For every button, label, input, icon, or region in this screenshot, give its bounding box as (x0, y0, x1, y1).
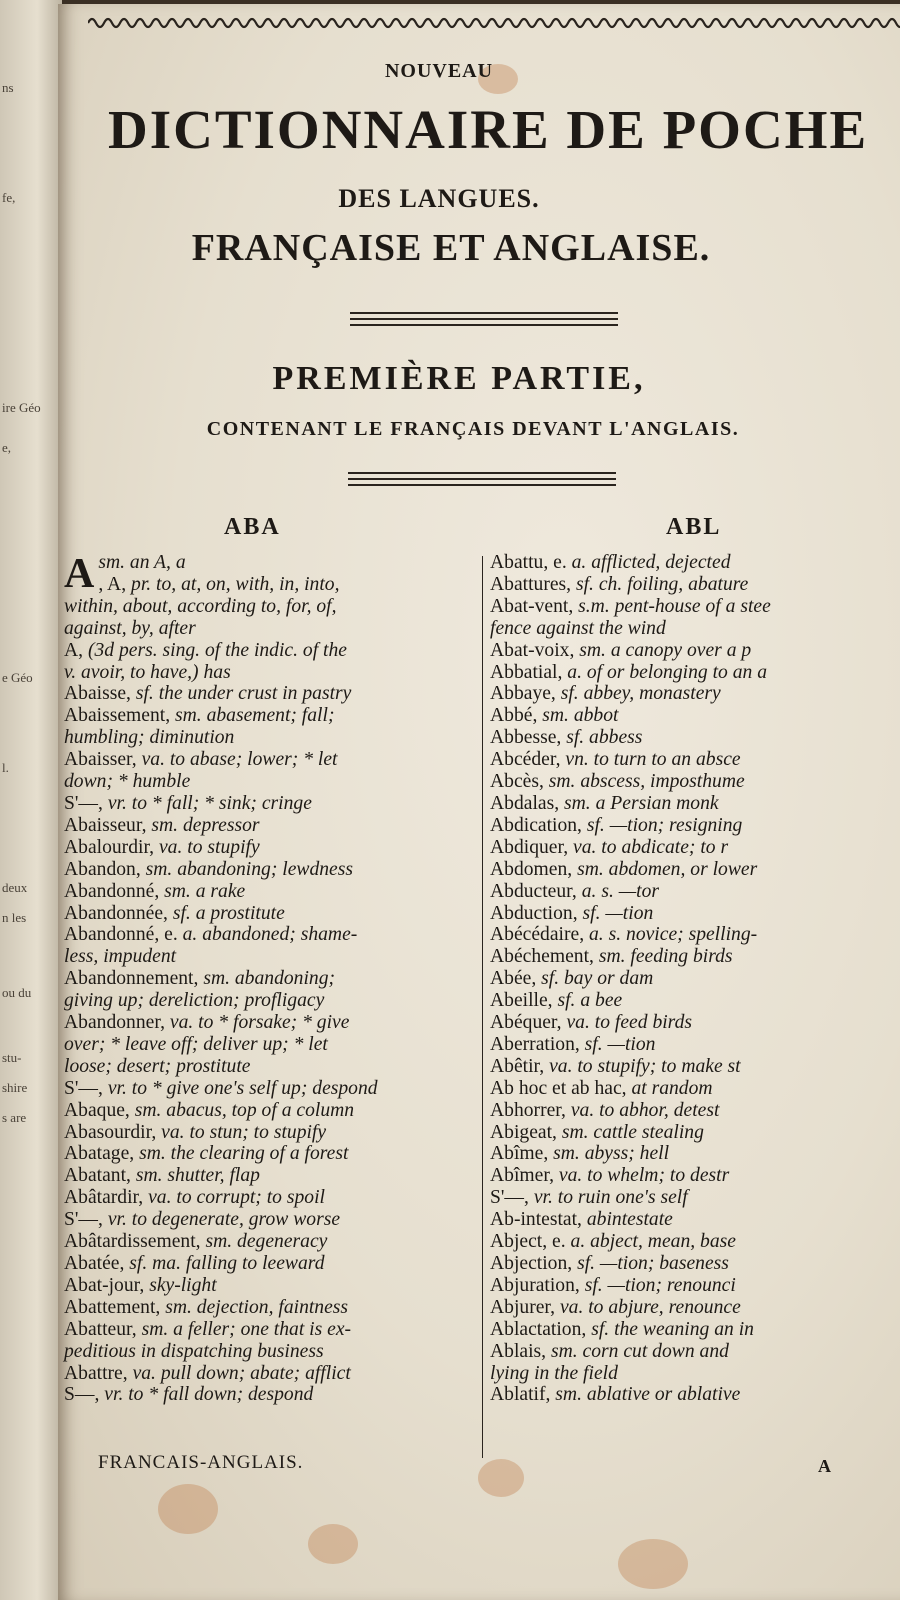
entry-headword: Abâtardissement, (64, 1231, 206, 1253)
entry-definition: sm. dejection, faintness (165, 1296, 349, 1318)
signature-letter: A (818, 1456, 831, 1476)
dictionary-entry (490, 1100, 900, 1122)
dictionary-entry (490, 1012, 900, 1034)
entry-definition: sm. the clearing of a forest (139, 1143, 349, 1165)
entry-definition: peditious in dispatching business (64, 1340, 324, 1362)
entry-definition: sf. —tion; baseness (577, 1253, 729, 1274)
entry-headword: Abéchement, (490, 946, 599, 968)
dictionary-entry (64, 968, 476, 990)
left-page-fragment: fe, (2, 190, 16, 205)
dictionary-entry (490, 596, 900, 618)
dictionary-entry (64, 618, 476, 640)
entry-definition: humbling; diminution (64, 727, 235, 749)
entry-headword: Abandonné, e. (64, 924, 183, 946)
dictionary-entry (64, 859, 476, 881)
part-subtitle: CONTENANT LE FRANÇAIS DEVANT L'ANGLAIS. (206, 418, 740, 440)
entry-definition: sf. —tion; renounci (584, 1274, 736, 1296)
dictionary-entry (64, 749, 476, 771)
entry-headword: Abhorrer, (490, 1099, 571, 1121)
entry-headword: S'—, (64, 1077, 108, 1099)
entry-definition: fence against the wind (490, 617, 666, 639)
entry-headword: A, (64, 639, 88, 661)
entry-definition: sm. abasement; fall; (175, 705, 335, 727)
dictionary-entry (490, 1341, 900, 1363)
left-column-entries (64, 552, 476, 1406)
dictionary-entry (490, 1165, 900, 1187)
entry-headword: Abatée, (64, 1253, 130, 1274)
entry-definition: sf. a prostitute (172, 902, 285, 924)
dictionary-entry (490, 946, 900, 968)
entry-headword: Abattre, (64, 1362, 133, 1384)
dictionary-entry (64, 1319, 476, 1341)
entry-headword: Abigeat, (490, 1121, 562, 1143)
dictionary-entry (490, 815, 900, 837)
entry-headword: Abjurer, (490, 1296, 560, 1318)
left-page-edge (0, 0, 62, 1600)
entry-definition: a. abject, mean, base (570, 1231, 736, 1253)
dictionary-entry (490, 618, 900, 640)
entry-headword: Abâtardir, (64, 1187, 149, 1209)
dictionary-entry (490, 1078, 900, 1100)
entry-definition: a. s. —tor (581, 880, 660, 902)
signature-mark: FRANCAIS-ANGLAIS. (98, 1452, 304, 1473)
dictionary-entry (64, 881, 476, 903)
left-page-fragment: s are (2, 1110, 27, 1125)
dictionary-entry (64, 1253, 476, 1275)
dictionary-entry (490, 903, 900, 925)
entry-definition: over; * leave off; deliver up; * let (64, 1033, 328, 1055)
entry-definition: va. to abhor, detest (570, 1099, 720, 1121)
dictionary-entry (490, 990, 900, 1012)
entry-headword: Abaisse, (64, 683, 136, 705)
entry-headword: Abîmer, (490, 1165, 559, 1187)
entry-definition: sm. abyss; hell (553, 1143, 670, 1165)
left-page-fragment: stu- (2, 1050, 22, 1065)
divider-rule (350, 324, 618, 326)
dictionary-entry (64, 837, 476, 859)
entry-definition: sm. a feller; one that is ex- (141, 1318, 352, 1340)
dictionary-entry (64, 1275, 476, 1297)
dictionary-entry (64, 1100, 476, 1122)
dictionary-entry (490, 793, 900, 815)
entry-headword: Abaissement, (64, 705, 176, 727)
entry-definition: s.m. pent-house of a stee (578, 595, 771, 617)
entry-headword: Abaisser, (64, 749, 142, 771)
dictionary-entry (64, 683, 476, 705)
left-page-fragment: e, (2, 440, 12, 455)
entry-headword: S'—, (490, 1187, 534, 1209)
divider-rule (350, 312, 618, 314)
dictionary-entry (64, 574, 476, 596)
dictionary-entry (64, 1122, 476, 1144)
entry-definition: sf. ch. foiling, abature (575, 573, 749, 595)
column-divider (482, 556, 483, 1458)
entry-definition: sf. abbess (566, 727, 643, 749)
entry-headword: Abaisseur, (64, 814, 152, 836)
dictionary-entry (490, 924, 900, 946)
dictionary-entry (490, 727, 900, 749)
dictionary-entry (64, 705, 476, 727)
entry-headword: Abandonner, (64, 1012, 170, 1034)
dictionary-entry (490, 640, 900, 662)
entry-definition: sf. bay or dam (541, 968, 654, 990)
entry-headword: Abdomen, (490, 858, 578, 880)
divider-rule (348, 484, 616, 486)
dictionary-entry (64, 793, 476, 815)
entry-headword: Abject, e. (490, 1231, 571, 1253)
dictionary-entry (490, 1297, 900, 1319)
entry-definition: va. to corrupt; to spoil (148, 1187, 325, 1209)
left-page-fragment: deux (2, 880, 28, 895)
dictionary-page (58, 4, 900, 1600)
entry-headword: Abée, (490, 968, 542, 990)
dictionary-entry (64, 1056, 476, 1078)
entry-definition: sf. —tion (582, 902, 654, 924)
left-page-fragment: ns (2, 80, 14, 95)
entry-headword: Abbaye, (490, 683, 561, 705)
dictionary-entry (490, 771, 900, 793)
entry-definition: va. to abjure, renounce (559, 1296, 741, 1318)
dictionary-entry (64, 1143, 476, 1165)
page-title: DICTIONNAIRE DE POCHE (108, 99, 869, 160)
left-page-fragment: ou du (2, 985, 32, 1000)
entry-headword: Abîme, (490, 1143, 554, 1165)
divider-rule (348, 472, 616, 474)
entry-definition: a. s. novice; spelling- (589, 924, 758, 946)
dictionary-entry (64, 1034, 476, 1056)
entry-definition: sf. —tion (584, 1033, 656, 1055)
entry-headword: Abandonné, (64, 880, 165, 902)
entry-definition: va. to stun; to stupify (161, 1121, 327, 1143)
entry-definition: va. to feed birds (566, 1012, 693, 1034)
entry-headword: Aberration, (490, 1033, 585, 1055)
entry-headword: Abat-vent, (490, 595, 579, 617)
entry-definition: va. to * forsake; * give (169, 1012, 350, 1034)
dictionary-entry (490, 1253, 900, 1275)
entry-definition: sm. depressor (151, 814, 260, 836)
dictionary-entry (490, 662, 900, 684)
entry-headword: Abêtir, (490, 1055, 550, 1077)
entry-headword: Abducteur, (490, 880, 582, 902)
entry-definition: va. to abdicate; to r (573, 836, 729, 858)
dictionary-entry (64, 1363, 476, 1385)
entry-headword: Abat-jour, (64, 1274, 150, 1296)
entry-definition: against, by, after (64, 617, 196, 639)
entry-headword: Abécédaire, (490, 924, 589, 946)
entry-definition: vr. to * fall; * sink; cringe (107, 792, 312, 814)
entry-headword: , A, (98, 573, 132, 595)
entry-definition: sm. a Persian monk (564, 792, 719, 814)
entry-headword: Ab-intestat, (490, 1209, 587, 1231)
dictionary-entry (64, 946, 476, 968)
dictionary-entry (490, 1275, 900, 1297)
entry-definition: sf. ma. falling to leeward (129, 1253, 325, 1274)
entry-definition: vn. to turn to an absce (565, 749, 741, 771)
entry-definition: sf. —tion; resigning (586, 814, 743, 836)
entry-headword: Abjection, (490, 1253, 578, 1274)
divider-rule (348, 478, 616, 480)
entry-definition: sm. abacus, top of a column (134, 1099, 355, 1121)
entry-headword: Abattu, e. (490, 552, 572, 573)
dictionary-entry (490, 1187, 900, 1209)
dictionary-entry (64, 1209, 476, 1231)
entry-definition: sm. a rake (164, 880, 246, 902)
entry-headword: Abandonnement, (64, 968, 204, 990)
dictionary-entry (490, 837, 900, 859)
dictionary-entry (64, 1341, 476, 1363)
dictionary-entry (64, 815, 476, 837)
dictionary-entry (64, 727, 476, 749)
entry-headword: Ab hoc et ab hac, (490, 1077, 632, 1099)
entry-headword: Abbatial, (490, 661, 568, 683)
dictionary-entry (490, 1209, 900, 1231)
dictionary-entry (490, 749, 900, 771)
entry-definition: less, impudent (64, 946, 177, 968)
divider-rule (350, 318, 618, 320)
dictionary-entry (490, 1034, 900, 1056)
entry-headword: Abatage, (64, 1143, 140, 1165)
entry-definition: down; * humble (64, 771, 191, 793)
entry-definition: sf. the under crust in pastry (135, 683, 352, 705)
entry-definition: sm. corn cut down and (550, 1340, 729, 1362)
column-heading-right: ABL (666, 514, 722, 540)
entry-definition: sm. feeding birds (598, 946, 733, 968)
entry-definition: sm. abandoning; lewdness (145, 858, 354, 880)
entry-definition: sf. abbey, monastery (560, 683, 721, 705)
entry-headword: Abalourdir, (64, 836, 159, 858)
entry-headword: Abandon, (64, 858, 146, 880)
entry-definition: a. afflicted, dejected (571, 552, 731, 573)
entry-headword: Abattures, (490, 573, 576, 595)
dictionary-entry (490, 1231, 900, 1253)
entry-definition: sm. a canopy over a p (579, 639, 752, 661)
entry-definition: vr. to degenerate, grow worse (107, 1209, 341, 1231)
left-page-fragment: shire (2, 1080, 28, 1095)
entry-headword: Abattement, (64, 1296, 166, 1318)
dictionary-entry (64, 1297, 476, 1319)
dictionary-entry (490, 1122, 900, 1144)
entry-headword: Abasourdir, (64, 1121, 162, 1143)
dictionary-entry (64, 640, 476, 662)
entry-headword: Abatteur, (64, 1318, 142, 1340)
entry-definition: sm. shutter, flap (135, 1165, 260, 1187)
entry-definition: sf. a bee (557, 990, 623, 1012)
entry-headword: Abbé, (490, 705, 543, 727)
entry-definition: a. abandoned; shame- (182, 924, 358, 946)
entry-definition: va. pull down; abate; afflict (132, 1362, 351, 1384)
dictionary-entry (490, 574, 900, 596)
dictionary-entry (64, 924, 476, 946)
decorative-wavy-border (88, 12, 900, 34)
entry-definition: (3d pers. sing. of the indic. of the (87, 639, 347, 661)
entry-definition: at random (631, 1077, 713, 1099)
entry-definition: sf. the weaning an in (591, 1318, 754, 1340)
entry-definition: vr. to * fall down; despond (104, 1384, 314, 1406)
entry-headword: Ablatif, (490, 1384, 556, 1406)
entry-headword: Abandonnée, (64, 902, 173, 924)
entry-headword: Abéquer, (490, 1012, 567, 1034)
entry-definition: va. to stupify; to make st (549, 1055, 741, 1077)
left-page-fragment: e Géo (2, 670, 33, 685)
dictionary-entry (64, 903, 476, 925)
dictionary-entry (490, 1143, 900, 1165)
column-heading-left: ABA (224, 514, 281, 540)
entry-definition: sm. abdomen, or lower (577, 858, 758, 880)
entry-definition: loose; desert; prostitute (64, 1055, 251, 1077)
entry-headword: S—, (64, 1384, 105, 1406)
entry-headword: Abcéder, (490, 749, 566, 771)
entry-headword: Abat-voix, (490, 639, 580, 661)
entry-headword: A (64, 551, 95, 597)
left-page-fragment: ire Géo (2, 400, 41, 415)
entry-headword: Abbesse, (490, 727, 567, 749)
title-languages: FRANÇAISE ET ANGLAISE. (191, 227, 711, 269)
dictionary-entry (64, 1012, 476, 1034)
entry-headword: Abjuration, (490, 1274, 585, 1296)
entry-definition: vr. to ruin one's self (533, 1187, 688, 1209)
entry-definition: pr. to, at, on, with, in, into, (131, 573, 340, 595)
entry-headword: S'—, (64, 1209, 108, 1231)
entry-headword: Abdication, (490, 814, 587, 836)
entry-headword: Abduction, (490, 902, 583, 924)
left-page-fragment: n les (2, 910, 27, 925)
entry-definition: v. avoir, to have,) has (64, 661, 231, 683)
entry-definition: va. to abase; lower; * let (141, 749, 338, 771)
entry-headword: Ablais, (490, 1340, 551, 1362)
title-nouveau: NOUVEAU (384, 60, 494, 82)
entry-definition: within, about, according to, for, of, (64, 595, 337, 617)
dictionary-entry (490, 705, 900, 727)
entry-definition: sm. an A, a (98, 552, 186, 573)
entry-headword: Abdalas, (490, 792, 565, 814)
entry-headword: Abdiquer, (490, 836, 574, 858)
dictionary-entry (64, 1187, 476, 1209)
dictionary-entry (64, 771, 476, 793)
dictionary-entry (64, 1078, 476, 1100)
dictionary-entry (490, 859, 900, 881)
dictionary-entry (490, 1319, 900, 1341)
entry-headword: Abatant, (64, 1165, 136, 1187)
dictionary-entry (490, 683, 900, 705)
entry-headword: Abeille, (490, 990, 558, 1012)
entry-definition: lying in the field (490, 1362, 618, 1384)
entry-definition: va. to stupify (158, 836, 260, 858)
dictionary-entry (64, 662, 476, 684)
entry-definition: abintestate (586, 1209, 673, 1231)
dictionary-entry (490, 552, 900, 574)
entry-headword: Abcès, (490, 771, 549, 793)
dictionary-entry (64, 1384, 476, 1406)
left-page-fragment: l. (2, 760, 9, 775)
entry-definition: sm. abscess, imposthume (548, 771, 745, 793)
entry-definition: vr. to * give one's self up; despond (107, 1077, 378, 1099)
dictionary-entry (64, 1231, 476, 1253)
entry-definition: sm. abbot (542, 705, 619, 727)
entry-definition: sm. degeneracy (205, 1231, 328, 1253)
entry-definition: va. to whelm; to destr (558, 1165, 730, 1187)
entry-definition: sky-light (149, 1274, 217, 1296)
dictionary-entry (490, 968, 900, 990)
dictionary-entry (64, 1165, 476, 1187)
dictionary-entry (490, 1363, 900, 1385)
part-heading: PREMIÈRE PARTIE, (272, 360, 646, 397)
entry-headword: Ablactation, (490, 1318, 592, 1340)
entry-definition: a. of or belonging to an a (567, 661, 768, 683)
entry-headword: Abaque, (64, 1099, 135, 1121)
entry-definition: giving up; dereliction; profligacy (64, 990, 325, 1012)
dictionary-entry (490, 1384, 900, 1406)
dictionary-entry (64, 596, 476, 618)
dictionary-entry (490, 1056, 900, 1078)
dictionary-entry (490, 881, 900, 903)
entry-definition: sm. cattle stealing (561, 1121, 704, 1143)
entry-headword: S'—, (64, 792, 108, 814)
entry-definition: sm. ablative or ablative (555, 1384, 741, 1406)
right-column-entries (490, 552, 900, 1406)
entry-definition: sm. abandoning; (203, 968, 336, 990)
dictionary-entry (64, 990, 476, 1012)
title-des-langues: DES LANGUES. (338, 184, 540, 213)
